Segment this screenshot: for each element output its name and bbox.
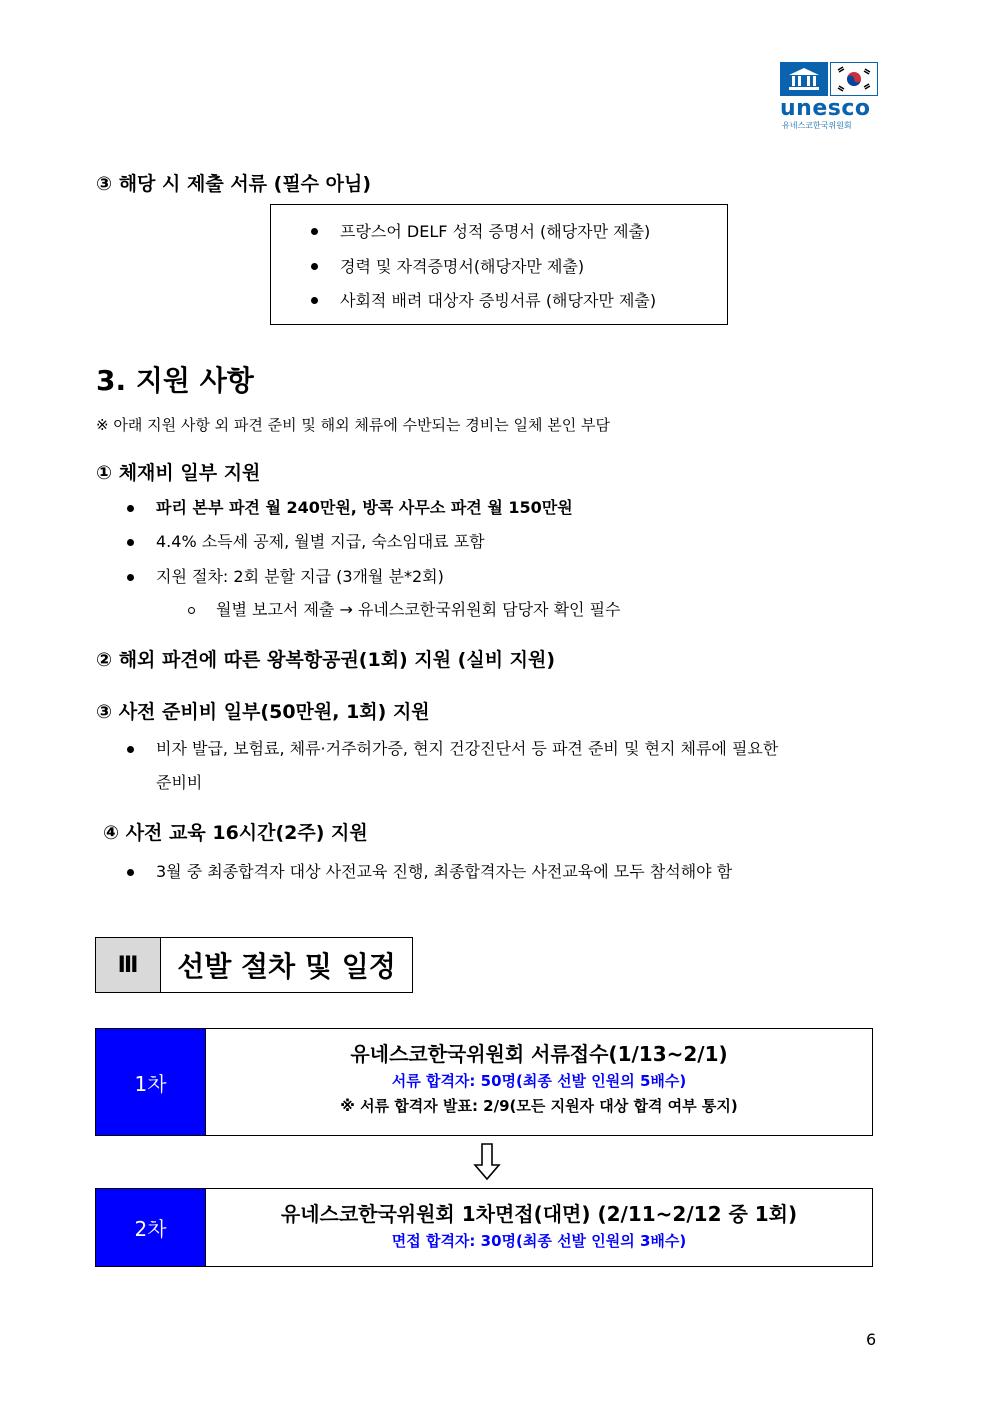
support-1-bullet: 지원 절차: 2회 분할 지급 (3개월 분*2회) xyxy=(156,567,444,586)
support-1-subbullet: 월별 보고서 제출 → 유네스코한국위원회 담당자 확인 필수 xyxy=(216,600,621,619)
unesco-korea-logo xyxy=(780,62,878,142)
step-label: 1차 xyxy=(96,1029,206,1135)
docs-heading: ③ 해당 시 제출 서류 (필수 아님) xyxy=(96,173,372,195)
support-title: 3. 지원 사항 xyxy=(96,364,254,397)
step-body xyxy=(206,1029,872,1135)
support-1-bullet: 파리 본부 파견 월 240만원, 방콕 사무소 파견 월 150만원 xyxy=(156,498,573,517)
docs-item: 경력 및 자격증명서(해당자만 제출) xyxy=(340,257,585,276)
step-row-1 xyxy=(95,1028,873,1136)
support-note: ※ 아래 지원 사항 외 파견 준비 및 해외 체류에 수반되는 경비는 일체 본인 부담 xyxy=(96,416,611,434)
sub-bullet-icon xyxy=(188,607,195,614)
bullet-icon xyxy=(127,539,134,546)
bullet-icon xyxy=(127,746,134,753)
support-heading-4: ④ 사전 교육 16시간(2주) 지원 xyxy=(103,822,368,844)
logo-subtitle: 유네스코한국위원회 xyxy=(782,121,852,130)
support-heading-1: ① 체재비 일부 지원 xyxy=(96,462,261,484)
step-row-2 xyxy=(95,1188,873,1267)
bullet-icon xyxy=(127,505,134,512)
step-label: 2차 xyxy=(96,1189,206,1266)
bullet-icon xyxy=(127,869,134,876)
step-pass-count: 면접 합격자: 30명(최종 선발 인원의 3배수) xyxy=(391,1232,687,1250)
down-arrow-icon xyxy=(473,1143,501,1181)
step-title: 유네스코한국위원회 1차면접(대면) (2/11~2/12 중 1회) xyxy=(280,1202,798,1226)
step-pass-count: 서류 합격자: 50명(최종 선발 인원의 5배수) xyxy=(391,1072,687,1090)
docs-item: 프랑스어 DELF 성적 증명서 (해당자만 제출) xyxy=(340,222,651,241)
support-3-bullet-cont: 준비비 xyxy=(156,773,203,792)
docs-item: 사회적 배려 대상자 증빙서류 (해당자만 제출) xyxy=(340,291,657,310)
section-title: 선발 절차 및 일정 xyxy=(177,950,396,983)
step-body xyxy=(206,1189,872,1266)
support-1-bullet: 4.4% 소득세 공제, 월별 지급, 숙소임대료 포함 xyxy=(156,532,485,551)
logo-wordmark: unesco xyxy=(780,96,871,121)
unesco-temple-icon xyxy=(780,62,828,96)
support-4-bullet: 3월 중 최종합격자 대상 사전교육 진행, 최종합격자는 사전교육에 모두 참석해야 함 xyxy=(156,862,733,881)
support-heading-2: ② 해외 파견에 따른 왕복항공권(1회) 지원 (실비 지원) xyxy=(96,649,556,671)
support-3-bullet: 비자 발급, 보험료, 체류·거주허가증, 현지 건강진단서 등 파견 준비 및 현지 체류에 필요한 xyxy=(156,739,779,758)
section-header xyxy=(95,937,413,993)
korea-flag-icon xyxy=(830,62,878,96)
bullet-icon xyxy=(311,228,318,235)
step-note: ※ 서류 합격자 발표: 2/9(모든 지원자 대상 합격 여부 통지) xyxy=(340,1097,738,1115)
page-number: 6 xyxy=(866,1330,877,1349)
step-title: 유네스코한국위원회 서류접수(1/13~2/1) xyxy=(350,1042,728,1066)
support-heading-3: ③ 사전 준비비 일부(50만원, 1회) 지원 xyxy=(96,701,430,723)
bullet-icon xyxy=(311,297,318,304)
bullet-icon xyxy=(311,263,318,270)
bullet-icon xyxy=(127,574,134,581)
section-number: Ⅲ xyxy=(96,938,161,992)
